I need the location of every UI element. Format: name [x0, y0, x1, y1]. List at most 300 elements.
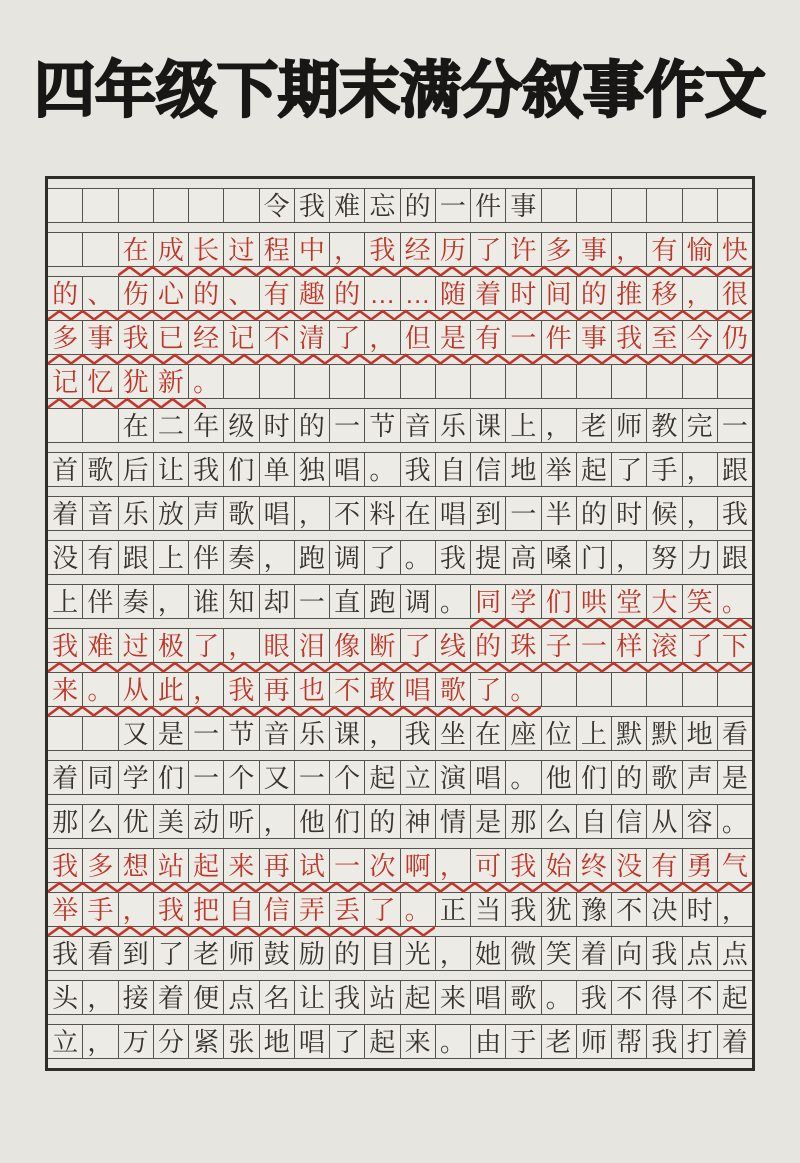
grid-row [48, 936, 752, 971]
grid-cell: 料 [365, 497, 400, 530]
grid-cell: 我 [506, 893, 541, 926]
grid-cell: 在 [401, 497, 436, 530]
grid-cell: 让 [295, 981, 330, 1014]
grid-cell: 让 [154, 453, 189, 486]
grid-cell: 乐 [119, 497, 154, 530]
grid-cell: 再 [260, 673, 295, 706]
grid-row [48, 232, 752, 267]
grid-row [48, 364, 752, 399]
grid-cell: 跟 [119, 541, 154, 574]
grid-cell: 。 [83, 673, 118, 706]
grid-cell: 令 [260, 189, 295, 222]
grid-cell: 接 [119, 981, 154, 1014]
row-gap [48, 927, 752, 936]
row-gap [48, 751, 752, 760]
grid-cell: 愉 [683, 233, 718, 266]
grid-cell: 看 [721, 719, 748, 750]
grid-cell: 了 [683, 629, 718, 662]
grid-row [48, 1024, 752, 1059]
grid-cell: 同 [83, 761, 118, 794]
grid-cell: 演 [436, 761, 471, 794]
grid-cell: 唱 [471, 981, 506, 1014]
grid-cell: 随 [436, 277, 471, 310]
grid-cell [260, 365, 295, 398]
grid-cell: 过 [119, 629, 154, 662]
grid-cell: 。 [436, 585, 471, 618]
grid-cell: 今 [683, 321, 718, 354]
grid-cell: 高 [506, 541, 541, 574]
grid-cell: 却 [260, 585, 295, 618]
grid-cell: 有 [471, 321, 506, 354]
grid-cell: ， [295, 497, 330, 530]
grid-cell: ， [154, 585, 189, 618]
grid-cell: 站 [154, 849, 189, 882]
grid-cell: 容 [683, 805, 718, 838]
grid-cell: 一 [189, 761, 224, 794]
grid-cell: 次 [365, 849, 400, 882]
row-gap [48, 179, 752, 188]
grid-cell: ， [260, 541, 295, 574]
row-gap [48, 883, 752, 892]
grid-cell: 的 [48, 277, 83, 310]
red-wavy-underline [48, 924, 435, 938]
grid-cell: 谁 [189, 585, 224, 618]
grid-cell: 过 [224, 233, 259, 266]
grid-cell: ， [542, 409, 577, 442]
grid-cell [48, 409, 83, 442]
grid-cell: 但 [401, 321, 436, 354]
grid-cell: 记 [48, 365, 83, 398]
grid-cell: 多 [542, 233, 577, 266]
grid-cell: 一 [189, 717, 224, 750]
grid-cell: 的 [330, 277, 365, 310]
grid-row [48, 716, 752, 751]
grid-cell: 师 [224, 937, 259, 970]
grid-row [48, 540, 752, 575]
grid-cell: 了 [612, 453, 647, 486]
grid-cell: 打 [683, 1025, 718, 1058]
grid-cell: 二 [154, 409, 189, 442]
grid-cell: 节 [224, 717, 259, 750]
grid-cell: 。 [506, 673, 541, 706]
grid-cell: 位 [542, 717, 577, 750]
grid-cell: 笑 [683, 585, 718, 618]
grid-cell: 的 [401, 189, 436, 222]
row-gap [48, 443, 752, 452]
grid-cell [683, 365, 718, 398]
grid-cell: 了 [154, 937, 189, 970]
grid-cell: 歌 [83, 453, 118, 486]
grid-cell: 师 [577, 1025, 612, 1058]
row-gap [48, 311, 752, 320]
grid-cell: 、 [224, 277, 259, 310]
grid-cell: 个 [224, 761, 259, 794]
grid-cell: 座 [506, 717, 541, 750]
grid-cell: 奏 [224, 541, 259, 574]
grid-cell: 老 [577, 409, 612, 442]
grid-cell: 头 [48, 981, 83, 1014]
grid-cell: 的 [577, 497, 612, 530]
grid-cell: 音 [260, 717, 295, 750]
grid-cell: ， [436, 849, 471, 882]
row-gap [48, 399, 752, 408]
red-wavy-underline [48, 352, 752, 366]
grid-cell: … [365, 277, 400, 310]
grid-cell: 们 [154, 761, 189, 794]
grid-cell: ， [365, 717, 400, 750]
grid-cell: 极 [154, 629, 189, 662]
grid-cell: 举 [48, 893, 83, 926]
grid-cell: 起 [365, 1025, 400, 1058]
grid-cell: ， [119, 893, 154, 926]
grid-cell: 励 [295, 937, 330, 970]
grid-cell: 我 [330, 981, 365, 1014]
grid-cell: 我 [577, 981, 612, 1014]
grid-cell: 已 [154, 321, 189, 354]
grid-cell: 一 [295, 585, 330, 618]
grid-cell: 我 [721, 499, 748, 530]
grid-cell: 中 [295, 233, 330, 266]
grid-cell: 站 [365, 981, 400, 1014]
grid-cell: 。 [721, 807, 748, 838]
grid-cell: 很 [721, 279, 748, 310]
grid-cell: 独 [295, 453, 330, 486]
grid-cell: 起 [189, 849, 224, 882]
grid-cell: 。 [542, 981, 577, 1014]
grid-cell: 于 [506, 1025, 541, 1058]
row-gap [48, 707, 752, 716]
grid-cell: 也 [295, 673, 330, 706]
grid-cell [577, 673, 612, 706]
grid-cell: 名 [260, 981, 295, 1014]
grid-cell: 了 [471, 233, 506, 266]
grid-cell: 事 [577, 321, 612, 354]
grid-cell: 啊 [401, 849, 436, 882]
grid-cell: ， [683, 497, 718, 530]
grid-cell: 同 [471, 585, 506, 618]
grid-cell: 着 [721, 1027, 748, 1058]
red-wavy-underline [48, 660, 752, 674]
grid-cell [683, 189, 718, 222]
grid-cell: 帮 [612, 1025, 647, 1058]
grid-cell: 从 [119, 673, 154, 706]
grid-cell: 有 [260, 277, 295, 310]
grid-cell: 一 [577, 629, 612, 662]
grid-cell: 试 [295, 849, 330, 882]
grid-cell: 立 [48, 1025, 83, 1058]
grid-cell: 多 [48, 321, 83, 354]
row-gap [48, 223, 752, 232]
grid-cell [718, 673, 752, 706]
grid-cell: 犹 [542, 893, 577, 926]
grid-cell: 笑 [542, 937, 577, 970]
grid-cell: 到 [471, 497, 506, 530]
grid-cell: 点 [721, 939, 748, 970]
grid-cell: 点 [224, 981, 259, 1014]
grid-cell: 历 [436, 233, 471, 266]
grid-cell [83, 717, 118, 750]
grid-cell: 学 [119, 761, 154, 794]
grid-cell: 听 [224, 805, 259, 838]
grid-cell [577, 365, 612, 398]
grid-cell: 们 [542, 585, 577, 618]
grid-cell: 老 [189, 937, 224, 970]
grid-cell: 上 [48, 585, 83, 618]
grid-cell: 门 [577, 541, 612, 574]
grid-cell: 是 [154, 717, 189, 750]
grid-cell: 立 [401, 761, 436, 794]
grid-cell: 间 [542, 277, 577, 310]
grid-cell: 豫 [577, 893, 612, 926]
row-gap [48, 619, 752, 628]
composition-grid [45, 176, 755, 1071]
grid-cell: 着 [48, 497, 83, 530]
grid-cell [48, 233, 83, 266]
grid-cell: 年 [189, 409, 224, 442]
grid-cell: 半 [542, 497, 577, 530]
grid-cell: 看 [83, 937, 118, 970]
grid-cell: 弄 [295, 893, 330, 926]
grid-row [48, 188, 752, 223]
grid-cell: 成 [154, 233, 189, 266]
grid-cell: 的 [189, 277, 224, 310]
grid-cell: 单 [260, 453, 295, 486]
grid-cell: 教 [647, 409, 682, 442]
grid-cell: 多 [83, 849, 118, 882]
grid-cell: ， [189, 673, 224, 706]
grid-cell: 唱 [330, 453, 365, 486]
grid-cell: 是 [721, 763, 748, 794]
grid-cell: 由 [471, 1025, 506, 1058]
grid-cell: 我 [401, 453, 436, 486]
grid-cell: 时 [506, 277, 541, 310]
grid-cell: 的 [330, 937, 365, 970]
grid-cell: 在 [119, 409, 154, 442]
grid-row [48, 980, 752, 1015]
grid-cell: 一 [506, 321, 541, 354]
grid-cell: 记 [224, 321, 259, 354]
grid-cell: 地 [506, 453, 541, 486]
grid-cell: 把 [189, 893, 224, 926]
grid-cell: 么 [542, 805, 577, 838]
grid-cell: 向 [612, 937, 647, 970]
grid-row [48, 760, 752, 795]
grid-cell: 他 [295, 805, 330, 838]
grid-cell: 们 [224, 453, 259, 486]
grid-cell: 丢 [330, 893, 365, 926]
grid-cell: 我 [401, 717, 436, 750]
grid-cell: 师 [612, 409, 647, 442]
grid-cell: 来 [401, 1025, 436, 1058]
grid-cell: ， [612, 541, 647, 574]
grid-cell: 上 [577, 717, 612, 750]
grid-cell: 默 [612, 717, 647, 750]
red-wavy-underline [48, 308, 752, 322]
grid-cell [330, 365, 365, 398]
grid-cell: 提 [471, 541, 506, 574]
grid-cell: 时 [612, 497, 647, 530]
grid-cell: ， [330, 233, 365, 266]
grid-cell: ， [683, 277, 718, 310]
grid-cell: 了 [365, 541, 400, 574]
grid-cell: 手 [83, 893, 118, 926]
grid-cell: 自 [436, 453, 471, 486]
row-gap [48, 971, 752, 980]
grid-cell: 她 [471, 937, 506, 970]
grid-cell: 坐 [436, 717, 471, 750]
grid-cell: 的 [577, 277, 612, 310]
grid-cell: 一 [330, 409, 365, 442]
grid-cell: 时 [683, 893, 718, 926]
grid-cell: 了 [330, 321, 365, 354]
grid-cell: 唱 [436, 497, 471, 530]
grid-cell: 我 [506, 849, 541, 882]
grid-row [48, 804, 752, 839]
grid-cell: 歌 [436, 673, 471, 706]
grid-cell: 再 [260, 849, 295, 882]
grid-cell: 我 [612, 321, 647, 354]
grid-cell: 泪 [295, 629, 330, 662]
grid-cell: 伴 [189, 541, 224, 574]
grid-cell: ， [83, 1025, 118, 1058]
grid-cell: 移 [647, 277, 682, 310]
grid-cell: 珠 [506, 629, 541, 662]
grid-cell: 我 [224, 673, 259, 706]
grid-cell [647, 365, 682, 398]
grid-cell [612, 189, 647, 222]
grid-cell: 不 [612, 893, 647, 926]
grid-cell: 一 [721, 411, 748, 442]
grid-cell: 始 [542, 849, 577, 882]
grid-cell [48, 189, 83, 222]
grid-cell: 心 [154, 277, 189, 310]
grid-cell: 线 [436, 629, 471, 662]
grid-cell: 我 [48, 629, 83, 662]
grid-cell: 着 [48, 761, 83, 794]
grid-cell: 声 [189, 497, 224, 530]
grid-cell [83, 189, 118, 222]
grid-cell: 不 [330, 497, 365, 530]
red-wavy-underline [48, 704, 541, 718]
grid-cell: 来 [224, 849, 259, 882]
grid-cell: 不 [260, 321, 295, 354]
grid-cell: 可 [471, 849, 506, 882]
row-gap [48, 795, 752, 804]
grid-cell: 至 [647, 321, 682, 354]
grid-cell: 自 [577, 805, 612, 838]
grid-cell: 那 [506, 805, 541, 838]
grid-cell [295, 365, 330, 398]
grid-cell: 课 [471, 409, 506, 442]
grid-row [48, 672, 752, 707]
grid-cell: 眼 [260, 629, 295, 662]
grid-cell: 是 [471, 805, 506, 838]
grid-cell [577, 189, 612, 222]
grid-cell: 完 [683, 409, 718, 442]
grid-cell: 学 [506, 585, 541, 618]
grid-cell: 。 [401, 541, 436, 574]
grid-cell: 我 [295, 189, 330, 222]
row-gap [48, 267, 752, 276]
grid-cell [612, 673, 647, 706]
grid-cell [542, 365, 577, 398]
grid-cell: 气 [721, 851, 748, 882]
red-wavy-underline [118, 264, 752, 278]
grid-cell: 一 [436, 189, 471, 222]
row-gap [48, 663, 752, 672]
grid-cell [683, 673, 718, 706]
grid-cell: 的 [295, 409, 330, 442]
grid-cell: 着 [154, 981, 189, 1014]
grid-cell: ， [224, 629, 259, 662]
grid-cell: 手 [647, 453, 682, 486]
grid-cell: 是 [436, 321, 471, 354]
grid-cell: 不 [330, 673, 365, 706]
grid-cell: 神 [401, 805, 436, 838]
grid-cell: 仍 [721, 323, 748, 354]
grid-cell: 信 [612, 805, 647, 838]
grid-cell: 起 [577, 453, 612, 486]
grid-cell: 一 [506, 497, 541, 530]
grid-cell: 信 [471, 453, 506, 486]
grid-cell: 来 [48, 673, 83, 706]
grid-cell: 起 [401, 981, 436, 1014]
grid-cell: 知 [224, 585, 259, 618]
grid-cell: 自 [224, 893, 259, 926]
grid-cell: ， [721, 895, 748, 926]
grid-cell: ， [260, 805, 295, 838]
grid-cell: 他 [542, 761, 577, 794]
grid-cell: 我 [48, 849, 83, 882]
grid-cell: 一 [330, 849, 365, 882]
grid-cell: 课 [330, 717, 365, 750]
grid-cell [647, 673, 682, 706]
grid-cell: 默 [647, 717, 682, 750]
grid-cell: 。 [721, 587, 748, 618]
grid-cell: 节 [365, 409, 400, 442]
grid-cell: 分 [154, 1025, 189, 1058]
grid-cell: 情 [436, 805, 471, 838]
grid-cell: 乐 [295, 717, 330, 750]
grid-row [48, 496, 752, 531]
grid-cell: 着 [471, 277, 506, 310]
grid-cell: 歌 [224, 497, 259, 530]
grid-cell: 上 [506, 409, 541, 442]
grid-cell: 当 [471, 893, 506, 926]
grid-cell: 动 [189, 805, 224, 838]
grid-cell: 唱 [401, 673, 436, 706]
grid-cell: ， [365, 321, 400, 354]
grid-cell: 们 [330, 805, 365, 838]
grid-cell: 件 [471, 189, 506, 222]
grid-cell: 跑 [365, 585, 400, 618]
grid-row [48, 584, 752, 619]
grid-cell: 勇 [683, 849, 718, 882]
grid-cell: 歌 [506, 981, 541, 1014]
grid-row [48, 320, 752, 355]
row-gap [48, 531, 752, 540]
grid-cell: 光 [401, 937, 436, 970]
grid-cell: 我 [119, 321, 154, 354]
grid-cell: 程 [260, 233, 295, 266]
grid-cell: 堂 [612, 585, 647, 618]
grid-cell: 力 [683, 541, 718, 574]
grid-cell: 我 [647, 937, 682, 970]
grid-cell: 有 [83, 541, 118, 574]
grid-cell [647, 189, 682, 222]
grid-cell: 张 [224, 1025, 259, 1058]
grid-cell: 信 [260, 893, 295, 926]
